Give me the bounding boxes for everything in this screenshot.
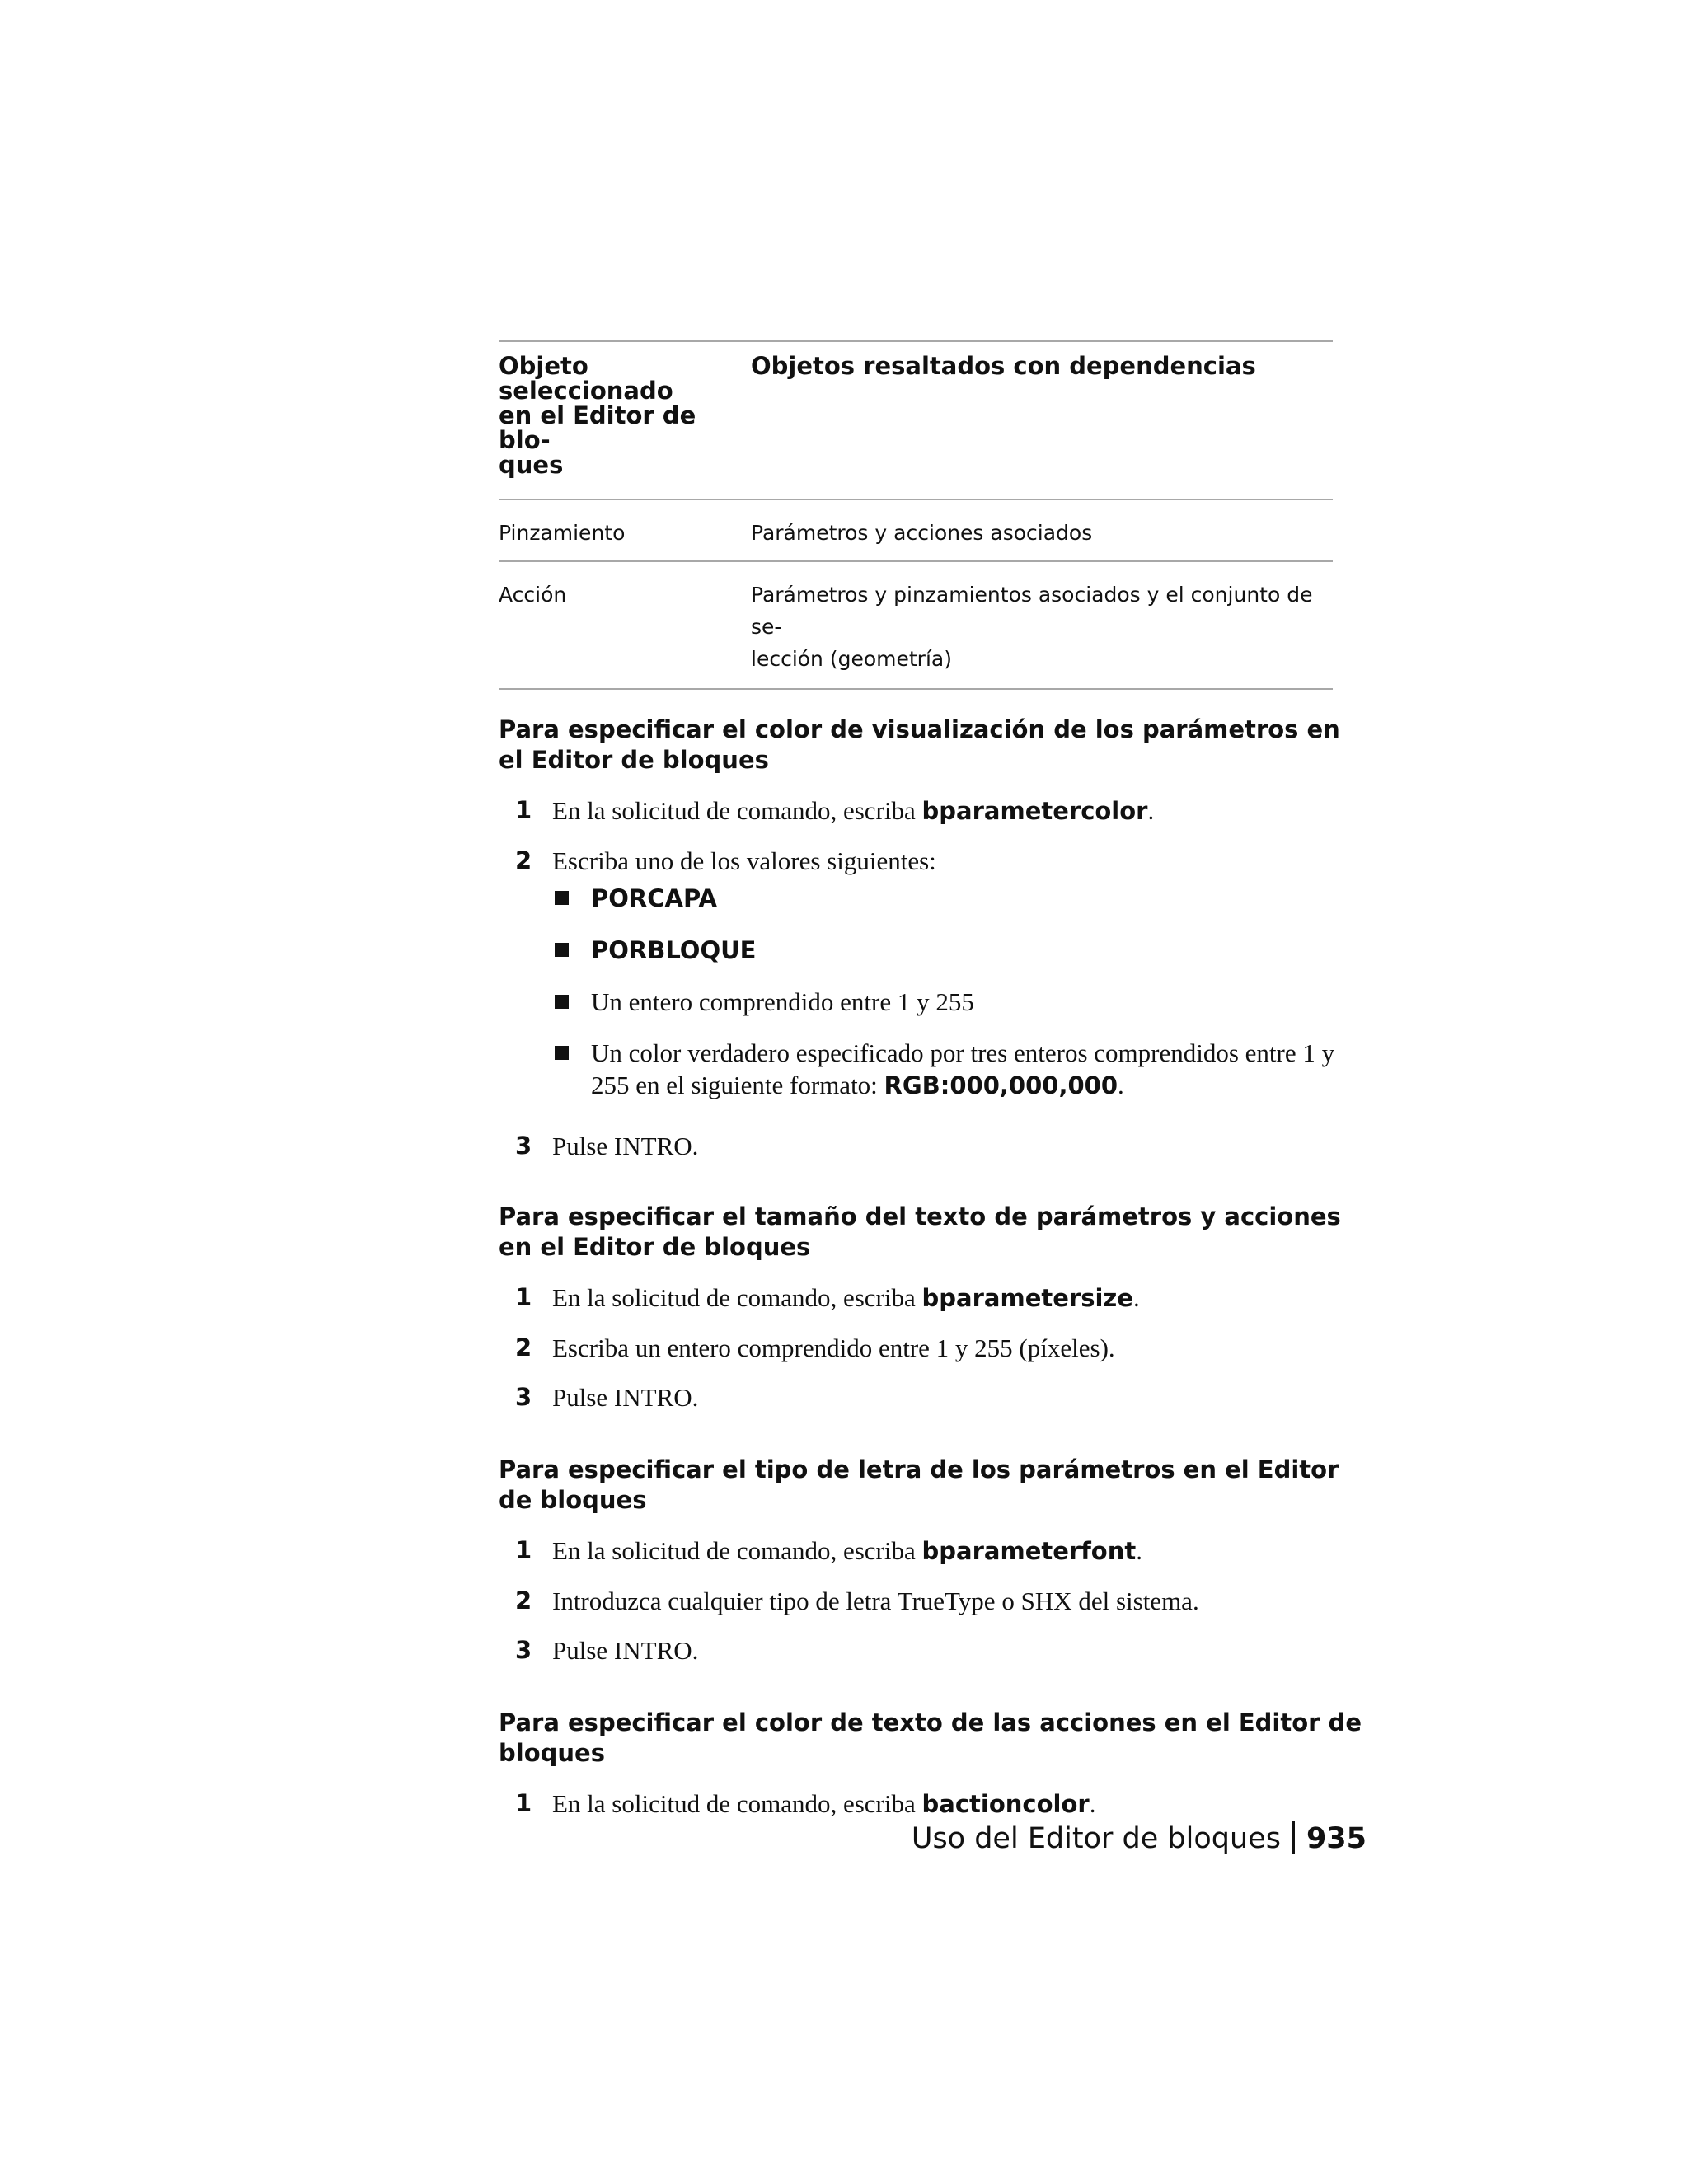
step-text: Pulse INTRO. <box>552 1383 699 1412</box>
step-number: 2 <box>515 1333 532 1361</box>
command-name: bparametersize <box>921 1284 1133 1312</box>
page-content <box>499 340 1372 1821</box>
step-number: 3 <box>515 1383 532 1411</box>
table-header-line: Objeto seleccionado <box>499 352 673 405</box>
procedure-steps <box>499 1535 1372 1666</box>
table-header-row <box>499 341 1333 499</box>
section-heading: Para especificar el tamaño del texto de parámetros y acciones en el Editor de bloques <box>499 1202 1341 1261</box>
step-number: 3 <box>515 1132 532 1160</box>
square-bullet-icon <box>555 891 569 905</box>
bullet-text: Un entero comprendido entre 1 y 255 <box>591 987 974 1016</box>
section-heading: Para especificar el color de texto de las acciones en el Editor de bloques <box>499 1708 1362 1767</box>
step-item <box>499 1585 1372 1617</box>
footer-title: Uso del Editor de bloques <box>911 1822 1281 1855</box>
step-item <box>499 845 1372 1102</box>
bullet-value: PORBLOQUE <box>591 936 757 964</box>
footer-separator <box>1292 1821 1295 1854</box>
bullet-text: Un color verdadero especificado por tres enteros comprendidos entre 1 y 255 en el siguiente formato: <box>591 1038 1335 1099</box>
table-cell-selected: Acción <box>499 583 567 607</box>
dependencies-table <box>499 340 1333 690</box>
step-text: Pulse INTRO. <box>552 1132 699 1160</box>
procedure-steps <box>499 1282 1372 1413</box>
table-cell-selected: Pinzamiento <box>499 499 751 561</box>
table-header-highlighted-objects: Objetos resaltados con dependencias <box>751 341 1333 499</box>
step-item <box>499 794 1372 827</box>
step-text: En la solicitud de comando, escriba <box>552 796 922 825</box>
step-item <box>499 1282 1372 1315</box>
step-punct: . <box>1136 1536 1142 1565</box>
table-row <box>499 561 1333 689</box>
command-name: bparameterfont <box>921 1537 1137 1565</box>
procedure-steps <box>499 1788 1372 1821</box>
square-bullet-icon <box>555 995 569 1009</box>
table-header-line: en el Editor de blo- <box>499 401 696 454</box>
step-text: Escriba uno de los valores siguientes: <box>552 846 936 875</box>
step-item <box>499 1381 1372 1413</box>
rgb-format: RGB:000,000,000 <box>884 1071 1118 1099</box>
bullet-value: PORCAPA <box>591 884 718 912</box>
square-bullet-icon <box>555 943 569 957</box>
step-number: 1 <box>515 1283 532 1311</box>
command-name: bactioncolor <box>921 1790 1090 1818</box>
section-heading: Para especificar el color de visualización de los parámetros en el Editor de bloques <box>499 715 1340 774</box>
step-number: 1 <box>515 796 532 824</box>
step-number: 1 <box>515 1789 532 1817</box>
procedure-steps <box>499 794 1372 1162</box>
step-text: En la solicitud de comando, escriba <box>552 1283 922 1312</box>
page-number: 935 <box>1306 1822 1367 1855</box>
step-punct: . <box>1132 1283 1140 1312</box>
bullet-item <box>552 1037 1372 1102</box>
step-item <box>499 1130 1372 1162</box>
step-text: En la solicitud de comando, escriba <box>552 1536 922 1565</box>
table-cell-line: lección (geometría) <box>751 647 952 671</box>
step-item <box>499 1332 1372 1364</box>
step-text: En la solicitud de comando, escriba <box>552 1789 922 1818</box>
step-number: 2 <box>515 1586 532 1615</box>
step-item <box>499 1535 1372 1568</box>
step-punct: . <box>1089 1789 1096 1818</box>
step-text: Pulse INTRO. <box>552 1636 699 1665</box>
table-row <box>499 499 1333 561</box>
bullet-item <box>552 986 1372 1018</box>
step-item <box>499 1634 1372 1666</box>
step-number: 1 <box>515 1536 532 1564</box>
step-item <box>499 1788 1372 1821</box>
table-cell-highlighted <box>751 561 1333 689</box>
table-cell-line: Parámetros y pinzamientos asociados y el conjunto de se- <box>751 583 1313 639</box>
command-name: bparametercolor <box>921 797 1148 825</box>
section-heading: Para especificar el tipo de letra de los parámetros en el Editor de bloques <box>499 1455 1339 1514</box>
table-cell-highlighted: Parámetros y acciones asociados <box>751 499 1333 561</box>
square-bullet-icon <box>555 1046 569 1060</box>
bullet-punct: . <box>1118 1071 1124 1099</box>
bullet-item <box>552 882 1372 915</box>
table-header-line: ques <box>499 451 564 479</box>
bullet-list <box>552 882 1372 1102</box>
table-header-selected-object <box>499 341 751 499</box>
step-number: 3 <box>515 1636 532 1664</box>
page-footer <box>912 1821 1367 1855</box>
step-number: 2 <box>515 846 532 874</box>
step-text: Introduzca cualquier tipo de letra TrueType o SHX del sistema. <box>552 1586 1199 1615</box>
step-punct: . <box>1147 796 1155 825</box>
step-text: Escriba un entero comprendido entre 1 y 255 (píxeles). <box>552 1333 1115 1362</box>
bullet-item <box>552 934 1372 967</box>
